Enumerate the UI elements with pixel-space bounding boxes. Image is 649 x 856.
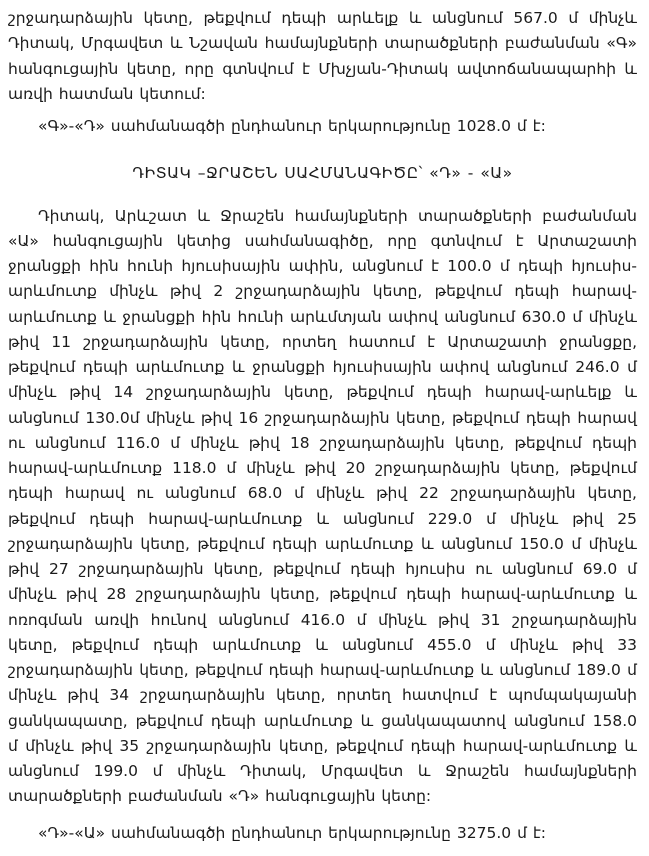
section-heading-ditak-jrashen: ԴԻՏԱԿ –ՋՐԱՇԵՆ ՍԱՀՄԱՆԱԳԻԾԸ՝ «Դ» - «Ա»	[132, 164, 513, 183]
paragraph-d-a-total-length: «Դ»-«Ա» սահմանագծի ընդհանուր երկարությունը 3275.0 մ է:	[38, 823, 547, 842]
paragraph-d-a-boundary-description: Դիտակ, Արևշատ և Ջրաշեն համայնքների տարածքների բաժանման «Ա» հանգուցային կետից սահմանագիծը, որը գտնվում է Արտաշատի ջրանցքի հին հունի հյուսիսային ափին, անցնում է 100.0 մ դեպի հյուսիս-արևմուտք մինչև թիվ 2 շրջադարձային կետը, թեքվում դեպի հարավ-արևմուտք և ջրանցքի հին հունի արևմտյան ափով անցնում 630.0 մ մինչև թիվ 11 շրջադարձային կետը, որտեղ հատում է Արտաշատի ջրանցքը, թեքվում դեպի արևմուտք և ջրանցքի հյուսիսային ափով անցնում 246.0 մ մինչև թիվ 14 շրջադարձային կետը, թեքվում դեպի հարավ-արևելք և անցնում 130.0մ մինչև թիվ 16 շրջադարձային կետը, թեքվում դեպի հարավ ու անցնում 116.0 մ մինչև թիվ 18 շրջադարձային կետը, թեքվում դեպի հարավ-արևմուտք 118.0 մ մինչև թիվ 20 շրջադարձային կետը, թեքվում դեպի հարավ ու անցնում 68.0 մ մինչև թիվ 22 շրջադարձային կետը, թեքվում դեպի հարավ-արևմուտք և անցնում 229.0 մ մինչև թիվ 25 շրջադարձային կետը, թեքվում դեպի արևմուտք և անցնում 150.0 մ մինչև թիվ 27 շրջադարձային կետը, թեքվում դեպի հյուսիս ու անցնում 69.0 մ մինչև թիվ 28 շրջադարձային կետը, թեքվում դեպի հարավ-արևմուտք և ոռոգման առվի հունով անցնում 416.0 մ մինչև թիվ 31 շրջադարձային կետը, թեքվում դեպի արևմուտք և անցնում 455.0 մ մինչև թիվ 33 շրջադարձային կետը, թեքվում դեպի հարավ-արևմուտք և անցնում 189.0 մ մինչև թիվ 34 շրջադարձային կետը, որտեղ հատվում է պոմպակայանի ցանկապատը, թեքվում դեպի արևմուտք և ցանկապատով անցնում 158.0 մ մինչև թիվ 35 շրջադարձային կետը, թեքվում դեպի հարավ-արևմուտք և անցնում 199.0 մ մինչև Դիտակ, Մրգավետ և Ջրաշեն համայնքների տարածքների բաժանման «Դ» հանգուցային կետը:	[8, 206, 637, 806]
paragraph-boundary-g-continuation: շրջադարձային կետը, թեքվում դեպի արևելք և անցնում 567.0 մ մինչև Դիտակ, Մրգավետ և Նշավան համայնքների տարածքների բաժանման «Գ» հանգուցային կետը, որը գտնվում է Մխչյան-Դիտակ ավտոճանապարհի և առվի հատման կետում:	[8, 9, 637, 103]
paragraph-g-d-total-length: «Գ»-«Դ» սահմանագծի ընդհանուր երկարությունը 1028.0 մ է:	[38, 117, 546, 135]
